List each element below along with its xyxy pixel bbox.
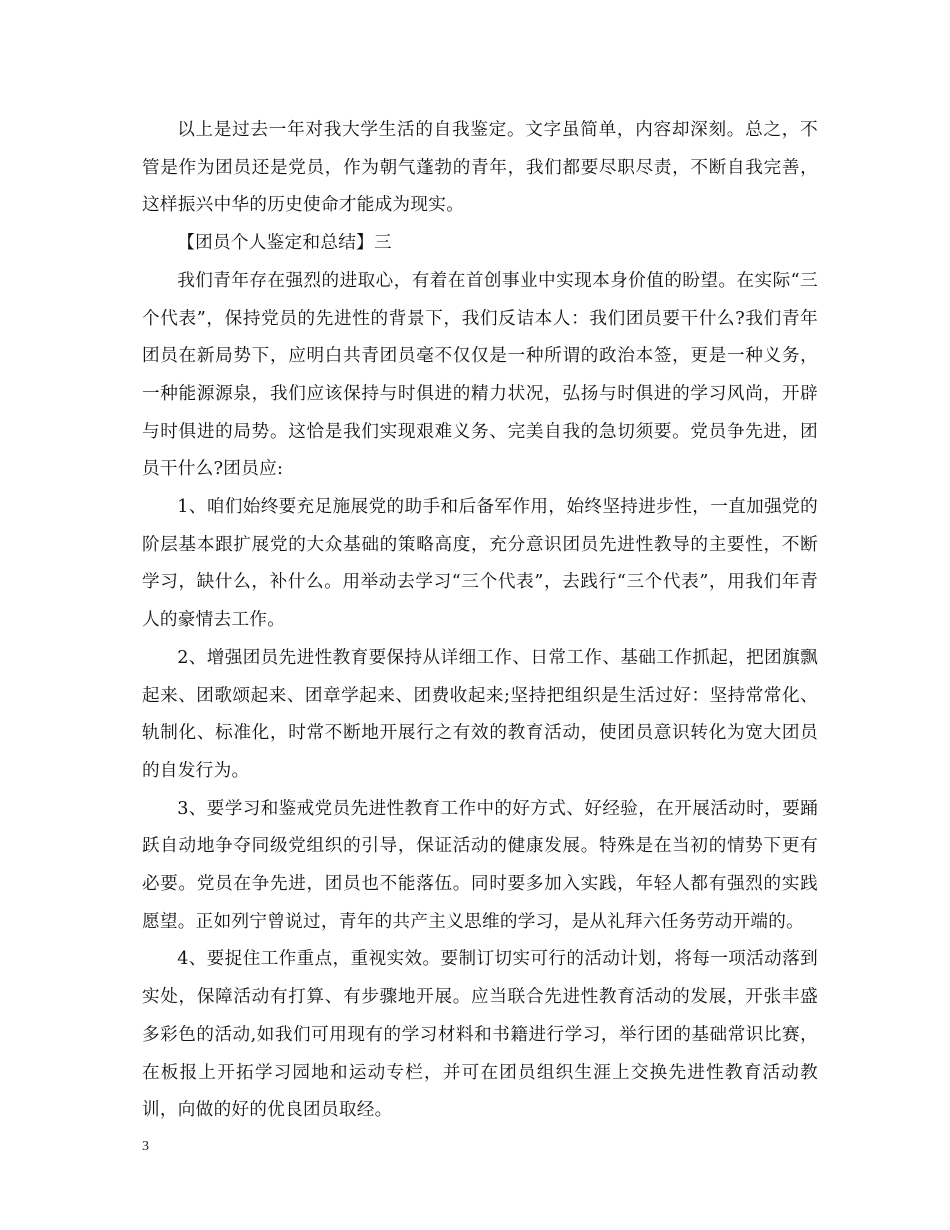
- paragraph-point-2: 2、增强团员先进性教育要保持从详细工作、日常工作、基础工作抓起，把团旗飘起来、团歌颂起来、团章学起来、团费收起来;坚持把组织是生活过好：坚持常常化、轨制化、标准化，时常不断地开展行之有效的教育活动，使团员意识转化为宽大团员的自发行为。: [142, 647, 818, 781]
- section-heading: 【团员个人鉴定和总结】三: [177, 233, 392, 254]
- document-body: [142, 112, 818, 1130]
- paragraph-self-appraisal-summary: 以上是过去一年对我大学生活的自我鉴定。文字虽简单，内容却深刻。总之，不管是作为团员还是党员，作为朝气蓬勃的青年，我们都要尽职尽责，不断自我完善，这样振兴中华的历史使命才能成为现实。: [142, 120, 818, 216]
- paragraph-point-3: 3、要学习和鉴戒党员先进性教育工作中的好方式、好经验，在开展活动时，要踊跃自动地争夺同级党组织的引导，保证活动的健康发展。特殊是在当初的情势下更有必要。党员在争先进，团员也不能落伍。同时要多加入实践，年轻人都有强烈的实践愿望。正如列宁曾说过，青年的共产主义思维的学习，是从礼拜六任务劳动开端的。: [142, 798, 818, 932]
- paragraph-point-4: 4、要捉住工作重点，重视实效。要制订切实可行的活动计划，将每一项活动落到实处，保障活动有打算、有步骤地开展。应当联合先进性教育活动的发展，开张丰盛多彩色的活动,如我们可用现有的学习材料和书籍进行学习，举行团的基础常识比赛，在板报上开拓学习园地和运动专栏，并可在团员组织生涯上交换先进性教育活动教训，向做的好的优良团员取经。: [142, 949, 818, 1121]
- page-number: 3: [142, 1139, 149, 1154]
- paragraph-intro: 我们青年存在强烈的进取心，有着在首创事业中实现本身价值的盼望。在实际“三个代表”，保持党员的先进性的背景下，我们反诘本人：我们团员要干什么?我们青年团员在新局势下，应明白共青团员毫不仅仅是一种所谓的政治本签，更是一种义务，一种能源源泉，我们应该保持与时俱进的精力状况，弘扬与时俱进的学习风尚，开辟与时俱进的局势。这恰是我们实现艰难义务、完美自我的急切须要。党员争先进，团员干什么?团员应:: [142, 270, 818, 480]
- paragraph-point-1: 1、咱们始终要充足施展党的助手和后备军作用，始终坚持进步性，一直加强党的阶层基本跟扩展党的大众基础的策略高度，充分意识团员先进性教导的主要性，不断学习，缺什么，补什么。用举动去学习“三个代表”，去践行“三个代表”，用我们年青人的豪情去工作。: [142, 497, 818, 631]
